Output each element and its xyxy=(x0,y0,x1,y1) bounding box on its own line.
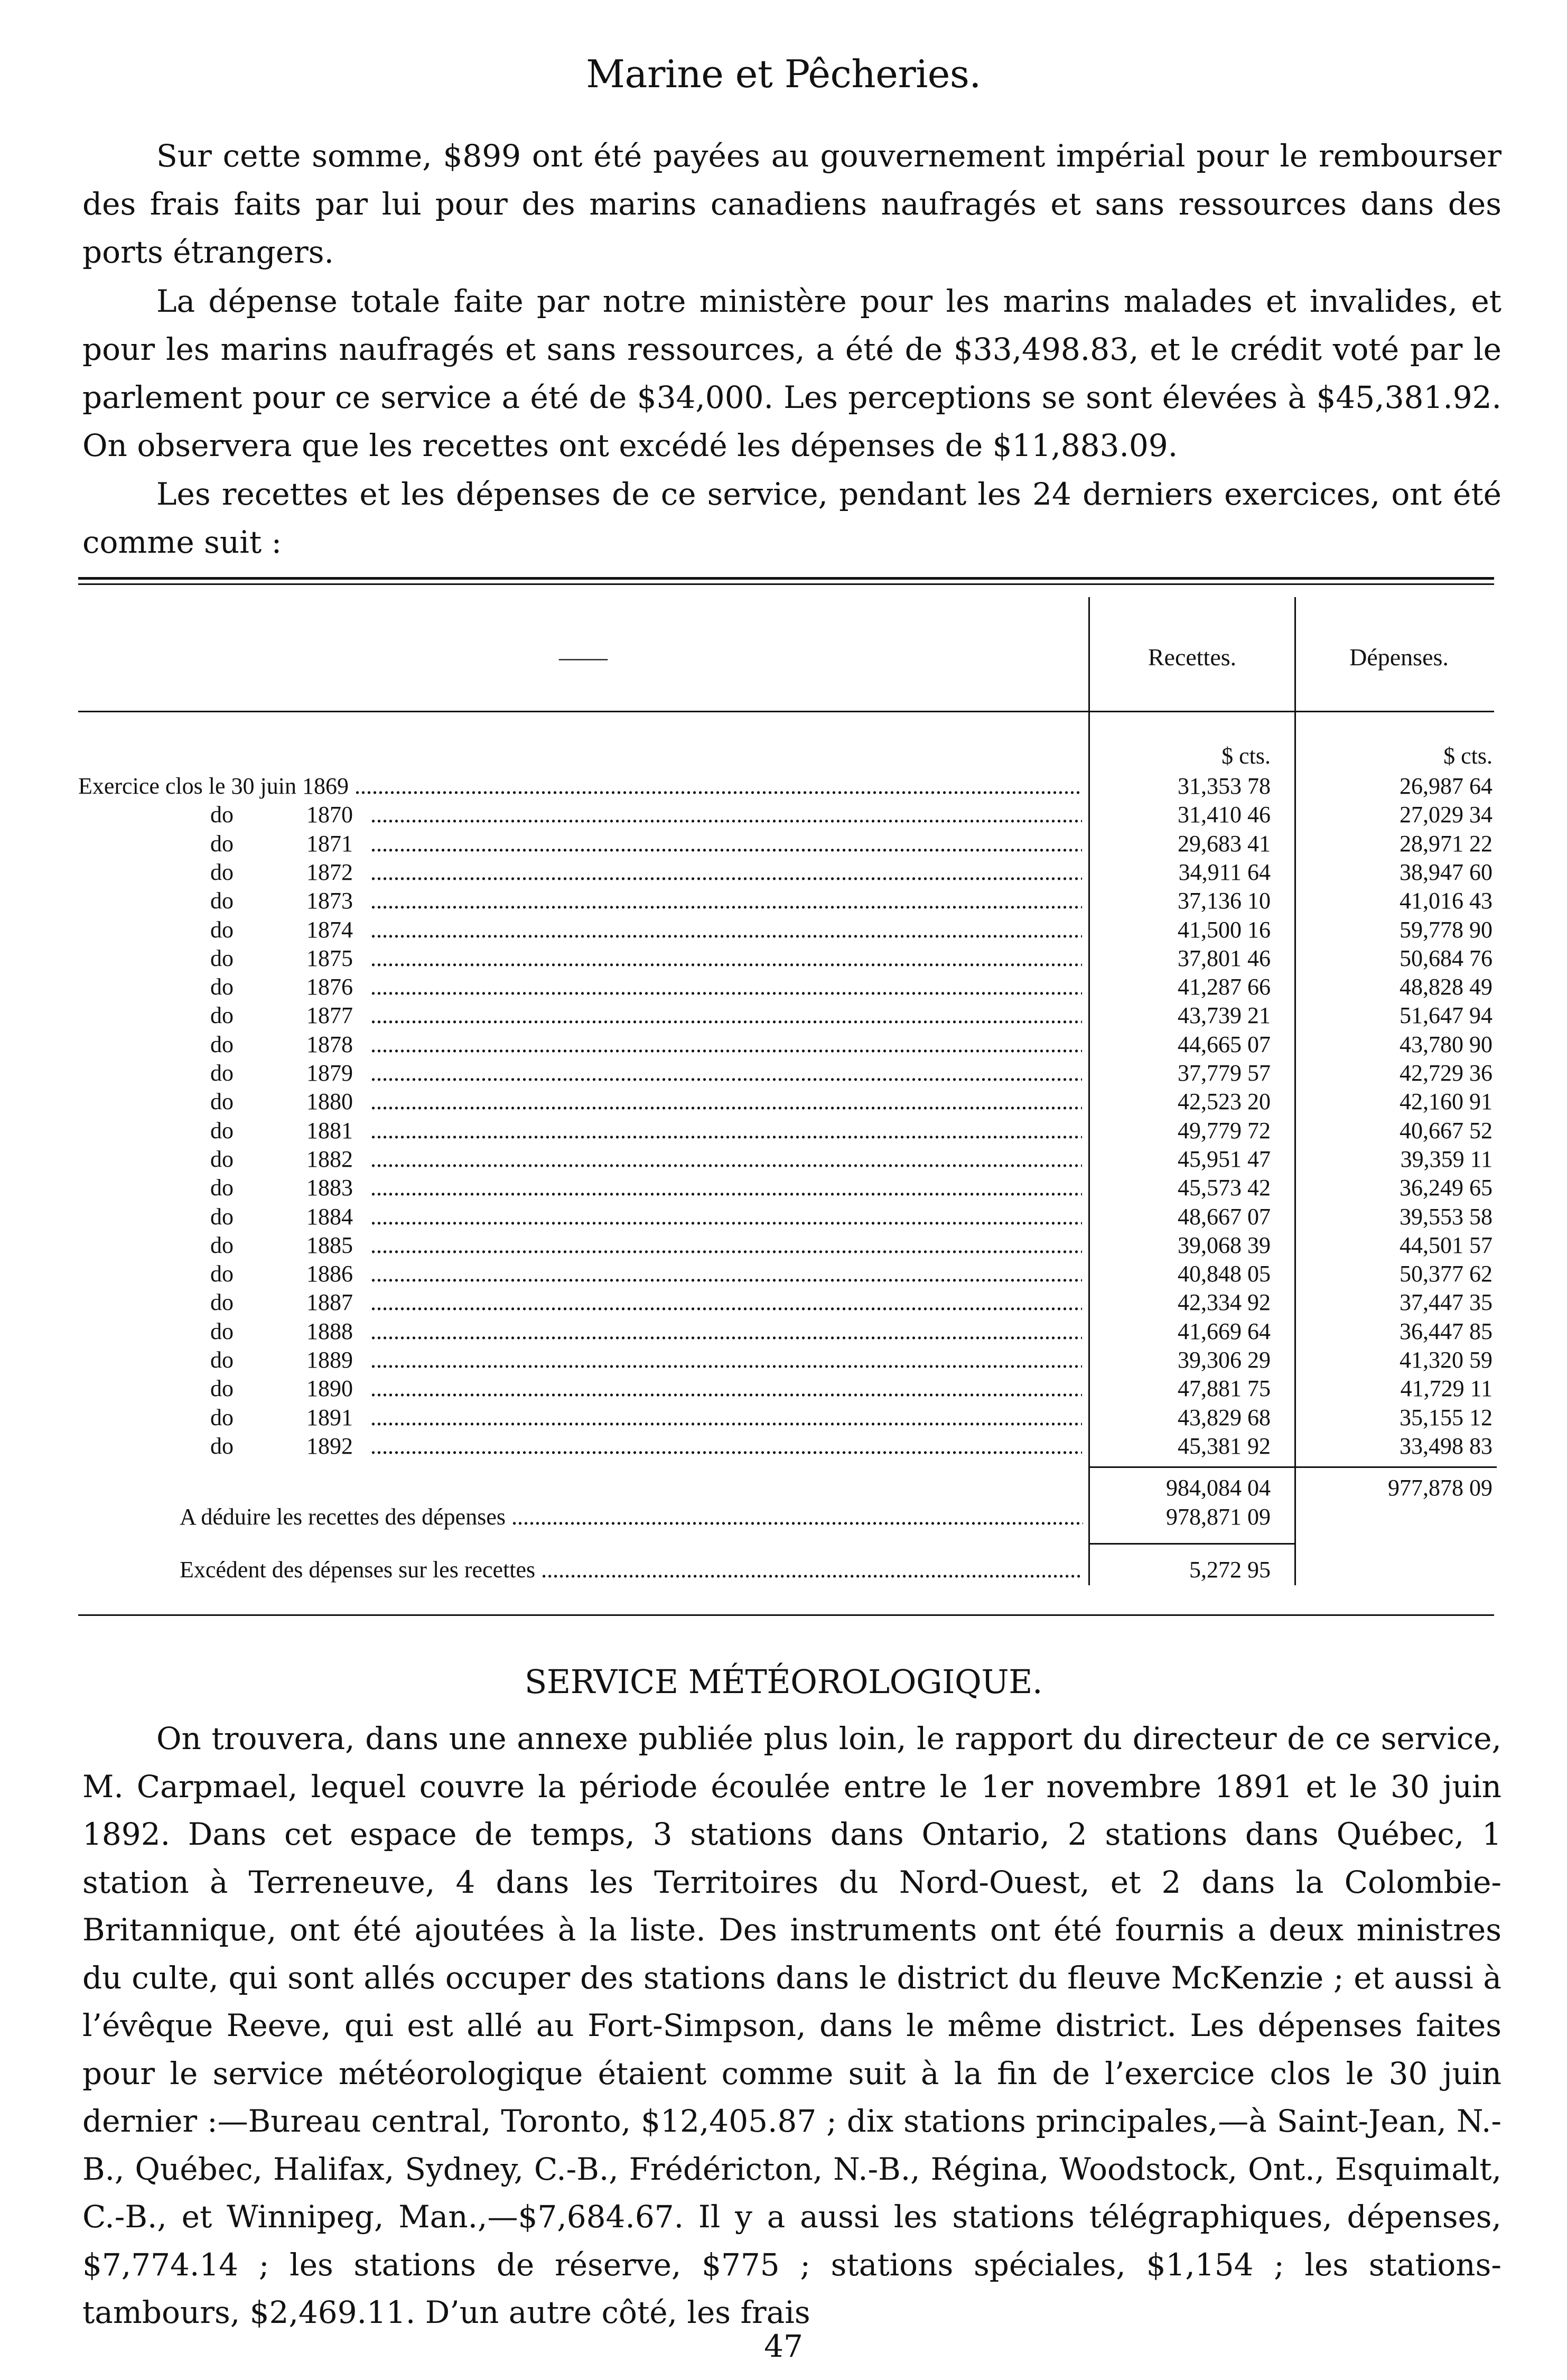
row-depenses: 35,155 12 xyxy=(1400,1405,1493,1430)
row-depenses: 50,377 62 xyxy=(1400,1261,1493,1287)
row-recettes: 41,287 66 xyxy=(1178,974,1271,1000)
section-heading: SERVICE MÉTÉOROLOGIQUE. xyxy=(524,1662,1043,1701)
table-row-label xyxy=(78,1260,1082,1288)
row-year: 1871 xyxy=(306,831,353,857)
table-column-divider-1 xyxy=(1088,597,1090,1585)
row-recettes: 37,801 46 xyxy=(1178,945,1271,971)
row-year: 1882 xyxy=(306,1146,353,1172)
row-depenses: 37,447 35 xyxy=(1400,1289,1493,1315)
table-row-label xyxy=(78,801,1082,829)
row-depenses: 39,359 11 xyxy=(1400,1146,1493,1172)
table-row-label xyxy=(78,916,1082,944)
row-year: 1890 xyxy=(306,1375,353,1401)
row-ditto: do xyxy=(210,1146,234,1172)
row-recettes: 41,669 64 xyxy=(1178,1318,1271,1344)
excess-value: 5,272 95 xyxy=(1189,1557,1271,1583)
table-row-label xyxy=(78,887,1082,915)
total-depenses: 977,878 09 xyxy=(1388,1475,1493,1501)
intro-paragraph-3: Les recettes et les dépenses de ce service, pendant les 24 derniers exercices, ont été comme suit : xyxy=(82,476,1501,560)
row-ditto: do xyxy=(210,1433,234,1459)
row-depenses: 36,447 85 xyxy=(1400,1318,1493,1344)
row-depenses: 43,780 90 xyxy=(1400,1031,1493,1057)
row-year: 1881 xyxy=(306,1118,353,1143)
table-column-divider-2 xyxy=(1294,597,1296,1585)
row-recettes: 37,136 10 xyxy=(1178,888,1271,914)
row-year: 1888 xyxy=(306,1318,353,1344)
row-depenses: 44,501 57 xyxy=(1400,1232,1493,1258)
row-recettes: 34,911 64 xyxy=(1178,859,1271,885)
table-row-label xyxy=(78,1433,1082,1460)
row-depenses: 27,029 34 xyxy=(1400,802,1493,828)
row-year: 1873 xyxy=(306,888,353,914)
row-ditto: do xyxy=(210,1031,234,1057)
table-row-label xyxy=(78,1117,1082,1145)
row-ditto: do xyxy=(210,1232,234,1258)
deduct-value: 978,871 09 xyxy=(1166,1504,1271,1530)
row-depenses: 42,729 36 xyxy=(1400,1060,1493,1086)
row-ditto: do xyxy=(210,1405,234,1430)
row-recettes: 40,848 05 xyxy=(1178,1261,1271,1287)
row-year: 1886 xyxy=(306,1261,353,1287)
row-recettes: 45,573 42 xyxy=(1178,1175,1271,1201)
row-ditto: do xyxy=(210,1175,234,1201)
row-year: 1878 xyxy=(306,1031,353,1057)
row-depenses: 36,249 65 xyxy=(1400,1175,1493,1201)
row-depenses: 41,729 11 xyxy=(1400,1375,1493,1401)
intro-paragraph-2: La dépense totale faite par notre ministère pour les marins malades et invalides, et pour les marins naufragés et sans ressources, a été de $33,498.83, et le crédit voté par le parlement pour ce service a été de $34,000. Les perceptions se sont élevées à $45,381.92. On observera que les recettes ont excédé les dépenses de $11,883.09. xyxy=(82,283,1501,463)
excess-label: Excédent des dépenses sur les recettes ..... xyxy=(180,1556,1083,1584)
totals-rule xyxy=(1090,1466,1497,1468)
table-row-label xyxy=(78,945,1082,972)
row-year: 1877 xyxy=(306,1002,353,1028)
row-depenses: 48,828 49 xyxy=(1400,974,1493,1000)
intro-paragraph-1: Sur cette somme, $899 ont été payées au gouvernement impérial pour le rembourser des frais faits par lui pour des marins canadiens naufragés et sans ressources dans des ports étrangers. xyxy=(82,138,1501,270)
table-row-label xyxy=(78,1059,1082,1087)
row-ditto: do xyxy=(210,1002,234,1028)
row-year: 1889 xyxy=(306,1347,353,1373)
row-ditto: do xyxy=(210,1118,234,1143)
row-recettes: 43,829 68 xyxy=(1178,1405,1271,1430)
row-recettes: 45,951 47 xyxy=(1178,1146,1271,1172)
row-recettes: 44,665 07 xyxy=(1178,1031,1271,1057)
row-recettes: 42,334 92 xyxy=(1178,1289,1271,1315)
table-row-label xyxy=(78,1375,1082,1402)
row-recettes: 42,523 20 xyxy=(1178,1089,1271,1114)
row-recettes: 41,500 16 xyxy=(1178,917,1271,943)
row-ditto: do xyxy=(210,917,234,943)
page-number: 47 xyxy=(764,2328,803,2364)
section-paragraph: On trouvera, dans une annexe publiée plus loin, le rapport du directeur de ce service, M. Carpmael, lequel couvre la période écoulée entre le 1er novembre 1891 et le 30 juin 1892. Dans cet espace de temps, 3 stations dans Ontario, 2 stations dans Québec, 1 station à Terreneuve, 4 dans les Territoires du Nord-Ouest, et 2 dans la Colombie-Britannique, ont été ajoutées à la liste. Des instruments ont été fournis a deux ministres du culte, qui sont allés occuper des stations dans le district du fleuve McKenzie ; et aussi à l’évêque Reeve, qui est allé au Fort-Simpson, dans le même district. Les dépenses faites pour le service météorologique étaient comme suit à la fin de l’exercice clos le 30 juin dernier :—Bureau central, Toronto, $12,405.87 ; dix stations principales,—à Saint-Jean, N.-B., Québec, Halifax, Sydney, C.-B., Frédéricton, N.-B., Régina, Woodstock, Ont., Esquimalt, C.-B., et Winnipeg, Man.,—$7,684.67. Il y a aussi les stations télégraphiques, dépenses, $7,774.14 ; les stations de réserve, $775 ; stations spéciales, $1,154 ; les stations-tambours, $2,469.11. D’un autre côté, les frais xyxy=(82,1721,1501,2330)
row-year: 1870 xyxy=(306,802,353,828)
row-depenses: 41,320 59 xyxy=(1400,1347,1493,1373)
row-ditto: do xyxy=(210,1089,234,1114)
row-year: 1880 xyxy=(306,1089,353,1114)
table-row-label xyxy=(78,1146,1082,1173)
row-ditto: do xyxy=(210,831,234,857)
table-row-label xyxy=(78,1404,1082,1431)
row-ditto: do xyxy=(210,1261,234,1287)
row-recettes: 37,779 57 xyxy=(1178,1060,1271,1086)
unit-depenses: $ cts. xyxy=(1443,743,1493,769)
table-row-label xyxy=(78,1318,1082,1345)
row-recettes: 39,068 39 xyxy=(1178,1232,1271,1258)
row-depenses: 39,553 58 xyxy=(1400,1204,1493,1230)
row-year: 1875 xyxy=(306,945,353,971)
table-top-rule-thin xyxy=(78,583,1494,585)
row-recettes: 39,306 29 xyxy=(1178,1347,1271,1373)
row-depenses: 42,160 91 xyxy=(1400,1089,1493,1114)
table-row-label xyxy=(78,1289,1082,1316)
row-year: 1884 xyxy=(306,1204,353,1230)
row-ditto: do xyxy=(210,945,234,971)
table-row-label xyxy=(78,1232,1082,1259)
row-recettes: 48,667 07 xyxy=(1178,1204,1271,1230)
table-row-label xyxy=(78,1002,1082,1029)
row-recettes: 49,779 72 xyxy=(1178,1118,1271,1143)
table-row-label xyxy=(78,830,1082,858)
row-recettes: 31,353 78 xyxy=(1178,773,1271,799)
total-recettes: 984,084 04 xyxy=(1166,1475,1271,1501)
column-header-depenses: Dépenses. xyxy=(1349,644,1449,671)
table-row-label xyxy=(78,1174,1082,1202)
row-depenses: 51,647 94 xyxy=(1400,1002,1493,1028)
row-year: 1879 xyxy=(306,1060,353,1086)
row-year: 1872 xyxy=(306,859,353,885)
row-year: 1887 xyxy=(306,1289,353,1315)
row-ditto: do xyxy=(210,1204,234,1230)
row-ditto: do xyxy=(210,802,234,828)
row-year: 1876 xyxy=(306,974,353,1000)
row-depenses: 59,778 90 xyxy=(1400,917,1493,943)
row-depenses: 41,016 43 xyxy=(1400,888,1493,914)
table-row-label xyxy=(78,1031,1082,1058)
column-header-recettes: Recettes. xyxy=(1148,644,1237,671)
row-year: 1891 xyxy=(306,1405,353,1430)
table-row-label xyxy=(78,773,1082,800)
deduct-label: A déduire les recettes des dépenses ..... xyxy=(180,1503,1083,1531)
table-row-label xyxy=(78,1203,1082,1231)
row-ditto: do xyxy=(210,1289,234,1315)
row-recettes: 45,381 92 xyxy=(1178,1433,1271,1459)
row-year: 1892 xyxy=(306,1433,353,1459)
row-ditto: do xyxy=(210,1060,234,1086)
table-header-dash: —— xyxy=(559,644,608,671)
row-depenses: 38,947 60 xyxy=(1400,859,1493,885)
row-ditto: do xyxy=(210,1318,234,1344)
row-depenses: 26,987 64 xyxy=(1400,773,1493,799)
row-year: 1869 xyxy=(302,773,349,799)
row-ditto: do xyxy=(210,859,234,885)
row-depenses: 40,667 52 xyxy=(1400,1118,1493,1143)
row-first-label: Exercice clos le 30 juin xyxy=(78,773,296,799)
row-depenses: 50,684 76 xyxy=(1400,945,1493,971)
row-ditto: do xyxy=(210,974,234,1000)
table-row-label xyxy=(78,1088,1082,1115)
table-top-rule xyxy=(78,577,1494,580)
page-title: Marine et Pêcheries. xyxy=(586,52,981,96)
excess-rule xyxy=(1090,1543,1294,1545)
row-recettes: 43,739 21 xyxy=(1178,1002,1271,1028)
row-ditto: do xyxy=(210,1375,234,1401)
row-year: 1883 xyxy=(306,1175,353,1201)
row-year: 1874 xyxy=(306,917,353,943)
row-recettes: 29,683 41 xyxy=(1178,831,1271,857)
table-row-label xyxy=(78,859,1082,886)
row-year: 1885 xyxy=(306,1232,353,1258)
unit-recettes: $ cts. xyxy=(1221,743,1271,769)
row-ditto: do xyxy=(210,1347,234,1373)
row-ditto: do xyxy=(210,888,234,914)
row-depenses: 28,971 22 xyxy=(1400,831,1493,857)
row-recettes: 31,410 46 xyxy=(1178,802,1271,828)
table-header-rule xyxy=(78,711,1494,712)
row-depenses: 33,498 83 xyxy=(1400,1433,1493,1459)
table-row-label xyxy=(78,1346,1082,1374)
table-bottom-rule xyxy=(78,1614,1494,1616)
table-row-label xyxy=(78,973,1082,1001)
row-recettes: 47,881 75 xyxy=(1178,1375,1271,1401)
